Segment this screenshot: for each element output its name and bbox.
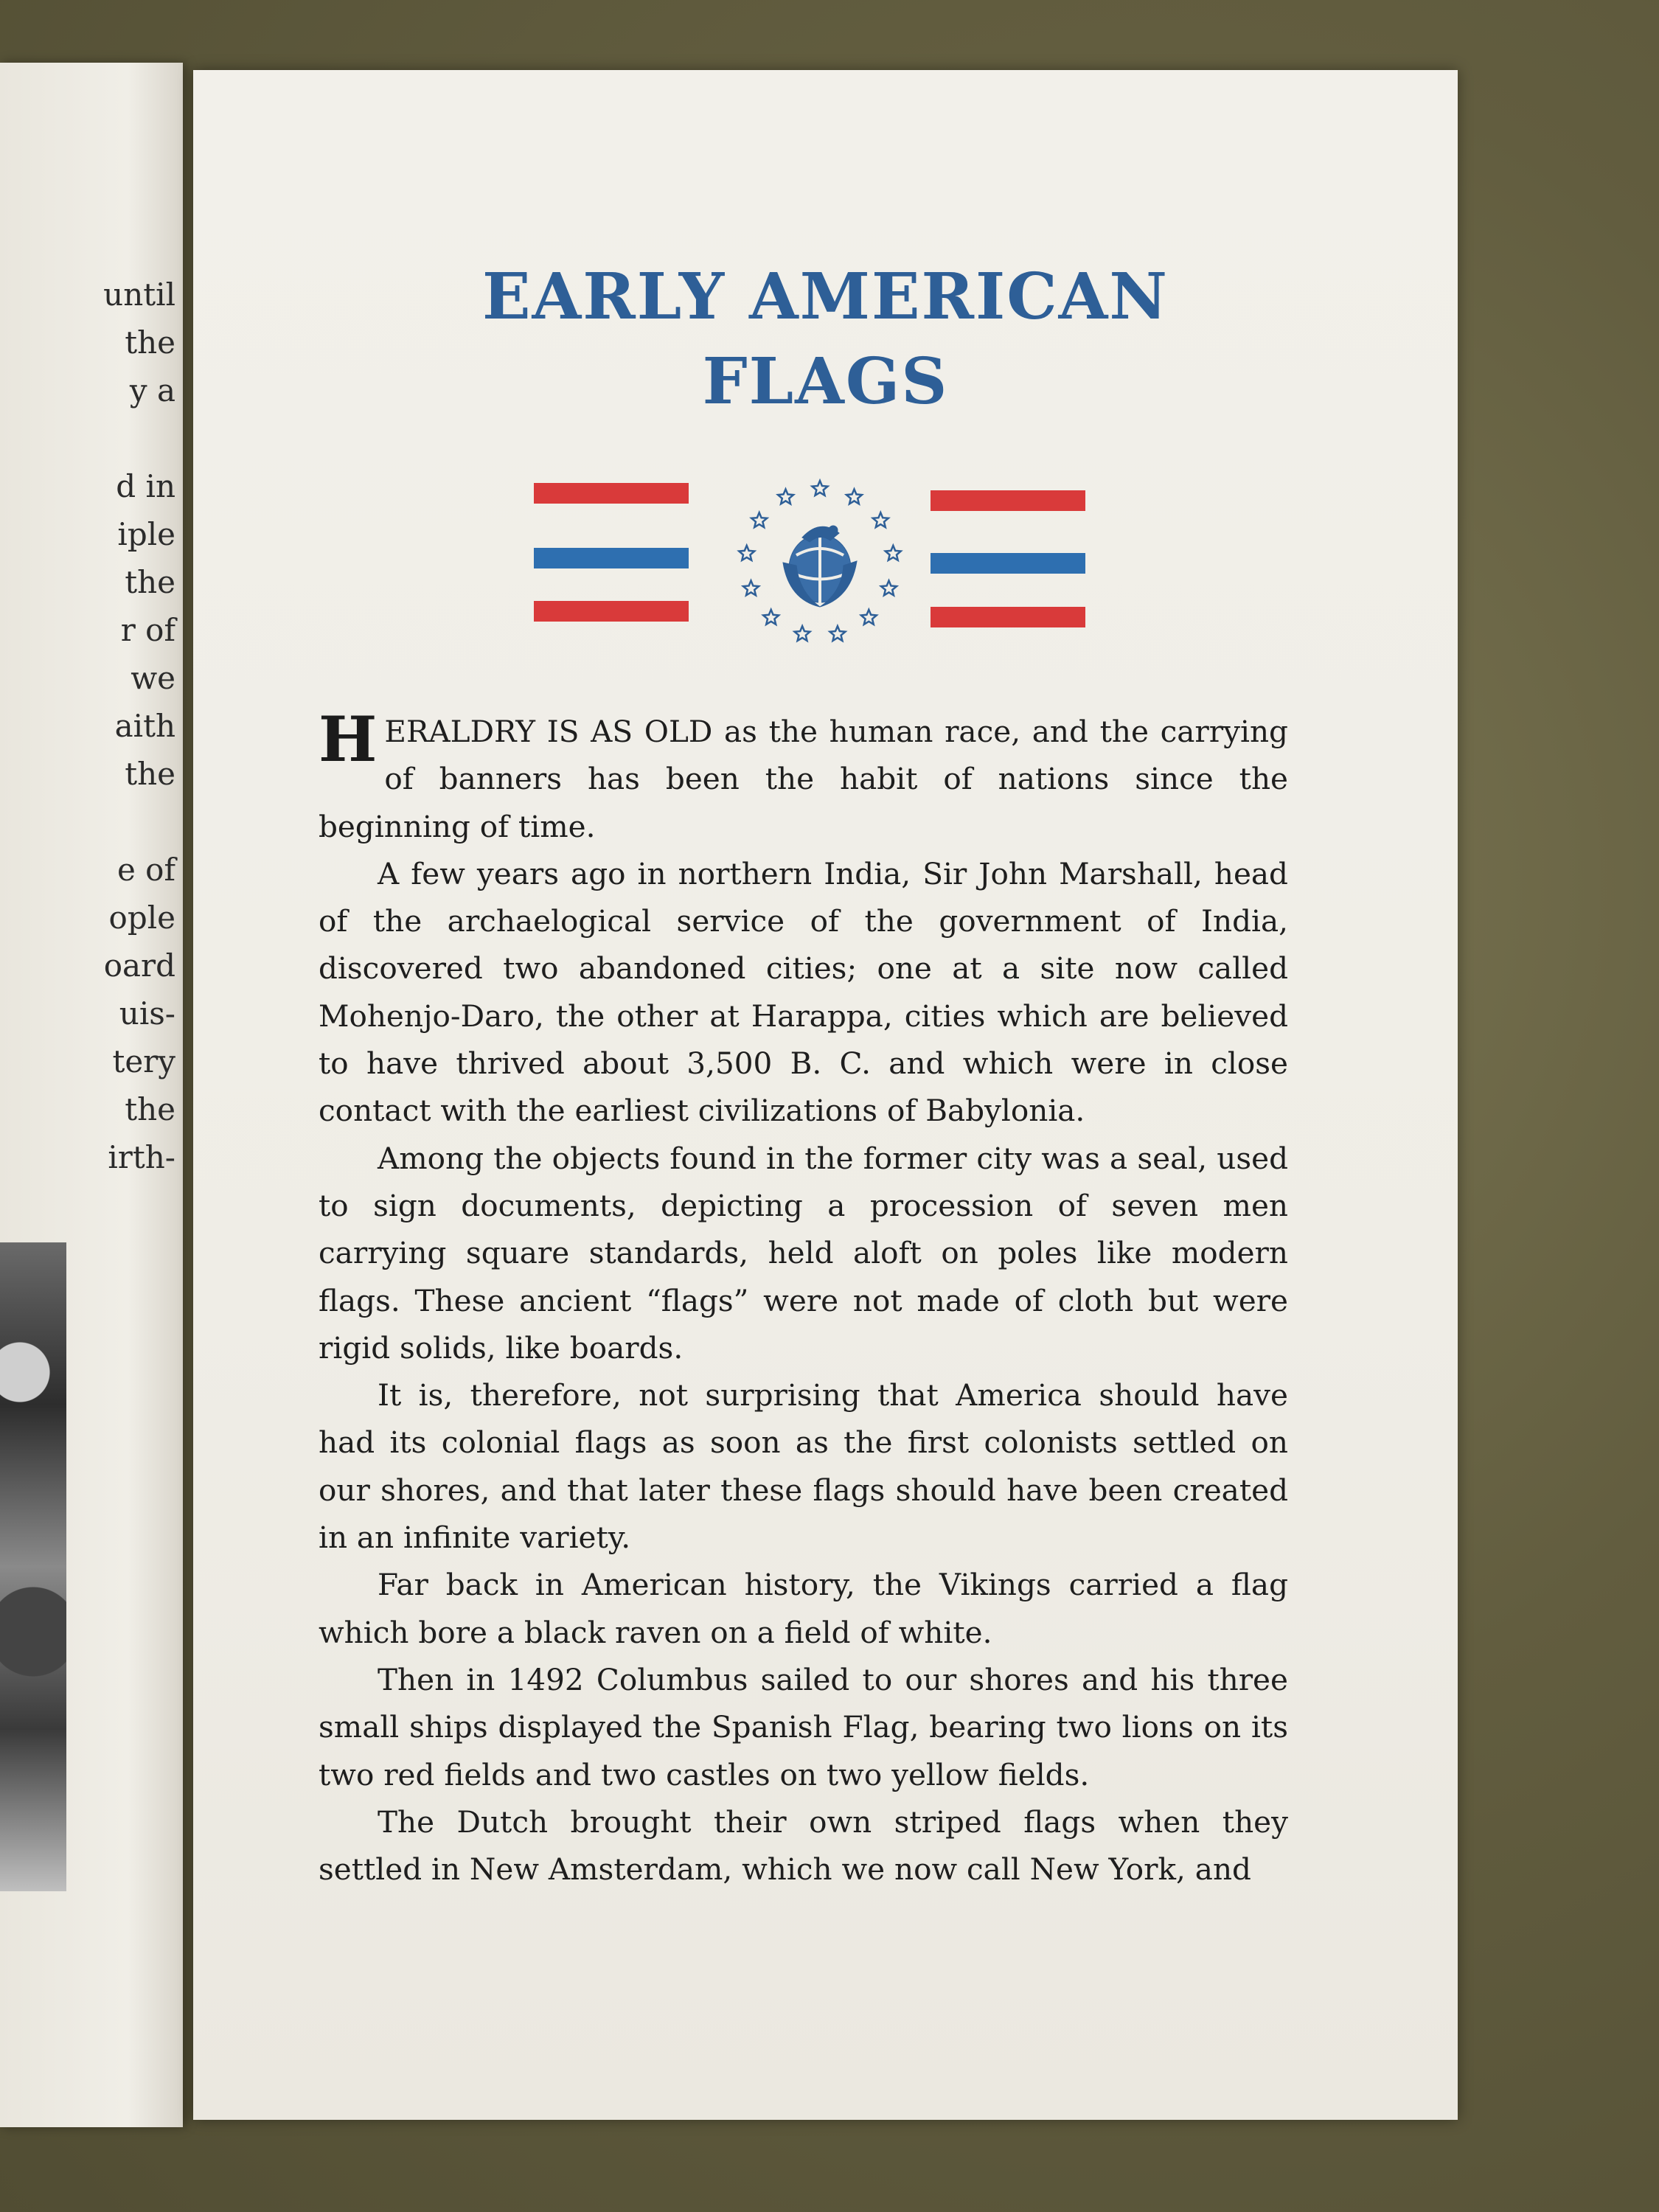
paragraph: A few years ago in northern India, Sir John Marshall, head of the archaelogical service of the government of India, discovered two abandoned cities; one at a site now called Mohenjo-Daro, the other at Harappa, cities which are believed to have thrived about 3,500 B. C. and which were in close contact with the earliest civilizations of Babylonia. [319,855,1288,1129]
left-line: d in [116,468,175,504]
red-stripe [534,601,689,622]
left-line: the [125,324,175,361]
star-icon [813,481,828,495]
star-icon [739,546,754,560]
page-title-line-1: EARLY AMERICAN [482,260,1169,334]
star-icon [846,490,862,504]
left-line: ople [108,900,175,936]
left-line: e of [116,852,175,888]
paragraph: Far back in American history, the Vikings carried a flag which bore a black raven on a field of white. [319,1567,1288,1650]
red-stripe [931,490,1085,511]
star-icon [795,626,810,641]
left-line: until [103,276,175,313]
paragraph: Then in 1492 Columbus sailed to our shores and his three small ships displayed the Spanish Flag, bearing two lions on its two red fields and two castles on two yellow fields. [319,1661,1288,1792]
left-line: we [131,660,175,696]
left-line: r of [120,612,175,648]
left-line: iple [117,516,175,552]
star-icon [778,490,793,504]
previous-page-photo [0,1242,66,1891]
left-line: oard [103,947,175,984]
blue-stripe [534,548,689,568]
star-icon [881,581,897,596]
red-stripe [931,607,1085,627]
star-icon [830,626,846,641]
left-line: uis- [119,995,175,1032]
left-line: the [125,756,175,792]
paragraph: The Dutch brought their own striped flags when they settled in New Amsterdam, which we now call New York, and [319,1804,1288,1888]
left-line: aith [114,708,175,744]
booklet-page [193,70,1458,2120]
star-icon [763,610,779,625]
star-icon [751,512,767,527]
left-line: the [125,1091,175,1127]
left-line: tery [112,1043,175,1079]
page-title-line-2: FLAGS [702,344,949,419]
star-icon [743,581,759,596]
article-body [319,703,1288,1893]
red-stripe [534,483,689,504]
star-icon [886,546,901,560]
paragraph-text: ERALDRY IS AS OLD as the human race, and the carrying of banners has been the habit of nations since the beginning of time. [319,714,1288,844]
eagle-globe-anchor-icon [731,474,908,651]
left-line: irth- [108,1139,175,1175]
left-line: y a [129,372,175,408]
paragraph [319,703,1288,850]
star-icon [873,512,888,527]
paragraph: Among the objects found in the former city was a seal, used to sign documents, depicting a procession of seven men carrying square standards, held aloft on poles like modern flags. These ancient “flags” were not made of cloth but were rigid solids, like boards. [319,1140,1288,1366]
paragraph: It is, therefore, not surprising that America should have had its colonial flags as soon as the first colonists settled on our shores, and that later these flags should have been created in an infinite variety. [319,1377,1288,1556]
blue-stripe [931,553,1085,574]
drop-cap: H [319,703,378,776]
star-icon [861,610,877,625]
previous-page [0,63,183,2127]
left-line: the [125,564,175,600]
